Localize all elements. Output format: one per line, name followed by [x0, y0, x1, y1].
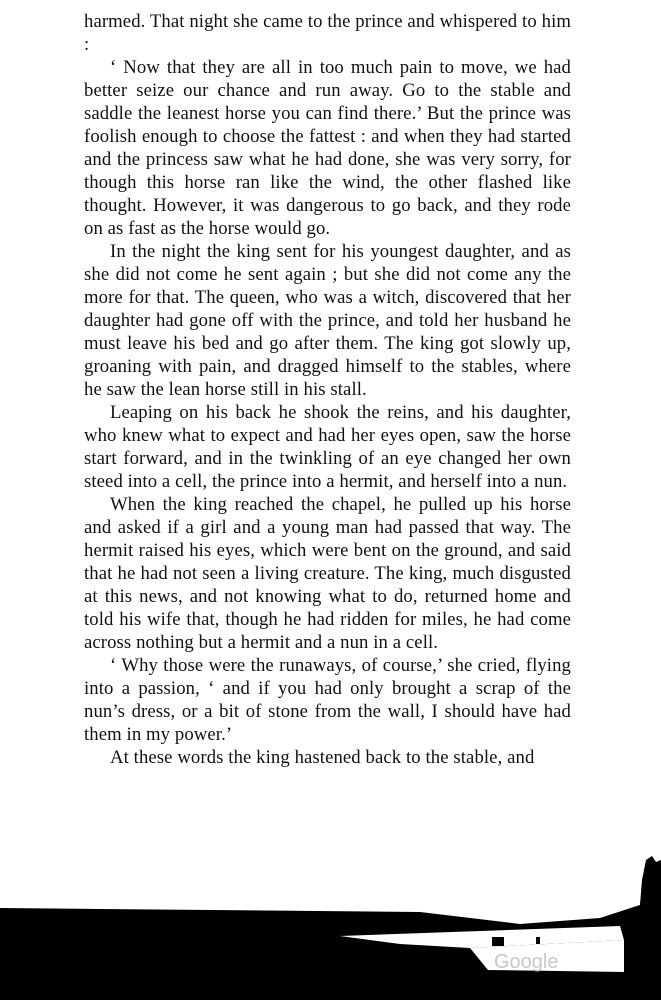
paragraph-5: When the king reached the chapel, he pulled up his horse and asked if a girl and a young man had passed that way. The hermit raised his eyes, which were bent on the ground, and said that he had not seen a living creature. The king, much disgusted at this news, and not knowing what to do, returned home and told his wife that, though he had ridden for miles, he had come across nothing but a hermit and a nun in a cell.: [84, 494, 571, 653]
paragraph-4: Leaping on his back he shook the reins, and his daughter, who knew what to expect and had her eyes open, saw the horse start forward, and in the twinkling of an eye changed her own steed into a cell, the prince into a hermit, and herself into a nun.: [84, 402, 571, 492]
paragraph-7: At these words the king hastened back to the stable, and: [110, 747, 535, 768]
paragraph-3: In the night the king sent for his youngest daughter, and as she did not come he sent again ; but she did not come any the more for that. The queen, who was a witch, discovered that her daughter had gone off with the prince, and told her husband he must leave his bed and go after them. The king got slowly up, groaning with pain, and dragged himself to the stables, where he saw the lean horse still in his stall.: [84, 241, 571, 400]
watermark: Google: [494, 951, 559, 973]
paragraph-1: harmed. That night she came to the prince and whispered to him :: [84, 11, 571, 55]
paragraph-6: ‘ Why those were the runaways, of course,’ she cried, flying into a passion, ‘ and if you had only brought a scrap of the nun’s dress, or a bit of stone from the wall, I should have had them in my power.’: [84, 655, 571, 745]
paragraph-2: ‘ Now that they are all in too much pain to move, we had better seize our chance and run away. Go to the stable and saddle the leanest horse you can find there.’ But the prince was foolish enough to choose the fattest : and when they had started and the princess saw what he had done, she was very sorry, for though this horse ran like the wind, the other flashed like thought. However, it was dangerous to go back, and they rode on as fast as the horse would go.: [84, 57, 571, 239]
